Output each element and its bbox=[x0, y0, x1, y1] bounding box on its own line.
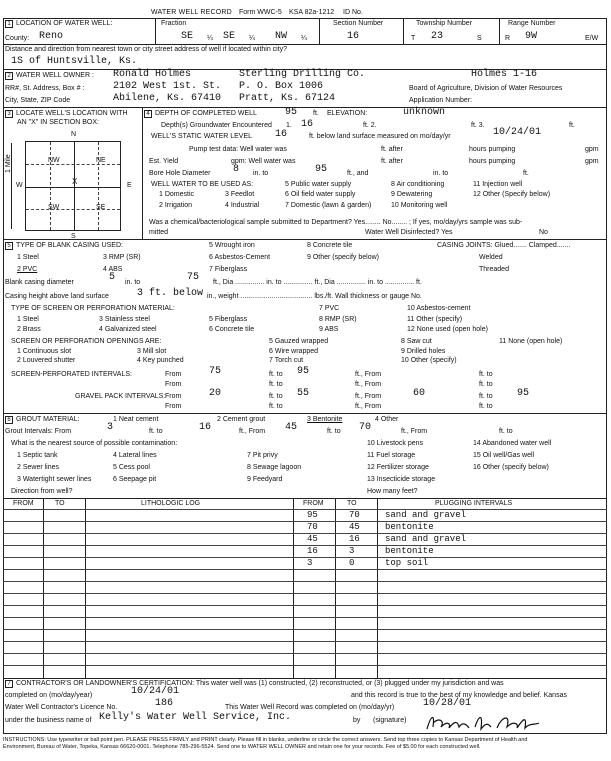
perf-to-label: ft. to bbox=[269, 371, 283, 378]
opening-5: 5 Gauzed wrapped bbox=[269, 338, 329, 345]
form-number: Form WWC-5 bbox=[239, 9, 282, 16]
diameter-to: 75 bbox=[187, 272, 200, 283]
cert-record-date: 10/28/01 bbox=[423, 698, 472, 709]
groundwater-1-n: 1. bbox=[286, 122, 292, 129]
perf-from-label: From bbox=[165, 371, 182, 378]
casing-7: 7 Fiberglass bbox=[209, 266, 248, 273]
joints-welded: Welded bbox=[479, 254, 503, 261]
perf-label: SCREEN-PERFORATED INTERVALS: bbox=[11, 371, 132, 378]
contam-2: 2 Sewer lines bbox=[17, 464, 60, 471]
screen-1: 1 Steel bbox=[17, 316, 39, 323]
grout-to3-label: ft. to bbox=[499, 428, 513, 435]
use-12: 12 Other (Specify below) bbox=[473, 191, 551, 198]
owner-address: 2102 West 1st. St. bbox=[113, 81, 222, 92]
bore-value: 8 bbox=[233, 164, 240, 175]
lith-header: LITHOLOGIC LOG bbox=[141, 500, 201, 507]
screen-3: 3 Stainless steel bbox=[99, 316, 150, 323]
cert-line-2b: and this record is true to the best of my knowledge and belief. Kansas bbox=[351, 692, 567, 699]
table-row: 95 bbox=[307, 510, 318, 520]
screen-4: 4 Galvanized steel bbox=[99, 326, 157, 333]
static-value: 16 bbox=[275, 129, 288, 140]
table-row: top soil bbox=[385, 558, 429, 568]
casing-3: 3 RMP (SR) bbox=[103, 254, 141, 261]
contam-8: 8 Sewage lagoon bbox=[247, 464, 302, 471]
table-row: 70 bbox=[307, 522, 318, 532]
contam-1: 1 Septic tank bbox=[17, 452, 58, 459]
chem-label-2: mitted bbox=[149, 229, 169, 236]
gravel-from: 20 bbox=[209, 388, 222, 399]
quarter-3: ¼ bbox=[301, 35, 307, 42]
yield-hours: hours pumping bbox=[469, 158, 516, 165]
range-label: Range Number bbox=[508, 20, 556, 27]
section-1-title bbox=[5, 20, 112, 28]
fraction-2: SE bbox=[223, 31, 236, 42]
contam-11: 11 Fuel storage bbox=[367, 452, 416, 459]
grout-2: 2 Cement grout bbox=[217, 416, 266, 423]
gravel-to-label-2: ft. to bbox=[269, 403, 283, 410]
gravel-from2: 60 bbox=[413, 388, 426, 399]
groundwater-ft1: ft. 2. bbox=[363, 122, 377, 129]
mile-label: 1 Mile bbox=[5, 154, 12, 173]
perf-to-label-2: ft. to bbox=[269, 381, 283, 388]
height-value: 3 ft. below bbox=[137, 288, 204, 299]
quarter-2: ¼ bbox=[249, 35, 255, 42]
use-5: 5 Public water supply bbox=[285, 181, 352, 188]
section-number: 1 bbox=[5, 20, 13, 28]
cert-business: Kelly's Water Well Service, Inc. bbox=[99, 712, 292, 723]
water-well-record-form bbox=[3, 3, 607, 758]
ksa-reference: KSA 82a-1212 bbox=[289, 9, 335, 16]
disinfected-label: Water Well Disinfected? Yes bbox=[365, 229, 453, 236]
opening-10: 10 Other (specify) bbox=[401, 357, 457, 364]
cert-line-3b: This Water Well Record was completed on (mo/day/yr) bbox=[225, 704, 395, 711]
section-5-title bbox=[5, 242, 123, 250]
section-7-title bbox=[5, 680, 504, 688]
perf-from-label-2: From bbox=[165, 381, 182, 388]
depth-completed-value: 95 bbox=[285, 107, 298, 118]
cert-business-label: under the business name of bbox=[5, 717, 92, 724]
table-row: bentonite bbox=[385, 522, 434, 532]
table-row: 3 bbox=[349, 546, 355, 556]
county-value: Reno bbox=[39, 31, 64, 42]
use-3: 3 Feedlot bbox=[225, 191, 255, 198]
use-4: 4 Industrial bbox=[225, 202, 260, 209]
gravel-from2-label-2: ft., From bbox=[355, 403, 382, 410]
instructions-line-1: INSTRUCTIONS: Use typewriter or ball point pen. PLEASE PRESS FIRMLY and PRINT clearly. Please fill in blanks, underline or circle the correct answers. Send top three copies to Kansas Department of Health and bbox=[3, 737, 528, 743]
contam-5: 5 Cess pool bbox=[113, 464, 150, 471]
yield-gpm: gpm: Well water was bbox=[231, 158, 296, 165]
screen-9: 9 ABS bbox=[319, 326, 339, 333]
grout-3: 3 Bentonite bbox=[307, 416, 343, 423]
bore-ft: ft. bbox=[523, 170, 529, 177]
county-label: County: bbox=[5, 35, 30, 42]
diameter-value: 5 bbox=[109, 272, 116, 283]
section-number: 2 bbox=[5, 72, 13, 80]
contam-3: 3 Watertight sewer lines bbox=[17, 476, 92, 483]
diameter-in: in. to bbox=[125, 279, 141, 286]
use-2: 2 Irrigation bbox=[159, 202, 193, 209]
casing-9: 9 Other (specify below) bbox=[307, 254, 379, 261]
plug-from-header: FROM bbox=[303, 500, 324, 507]
screen-10: 10 Asbestos-cement bbox=[407, 305, 471, 312]
range-r: R bbox=[505, 35, 511, 42]
joints-label: CASING JOINTS: Glued....... Clamped....... bbox=[437, 242, 571, 249]
gravel-to: 55 bbox=[297, 388, 310, 399]
township-value: 23 bbox=[431, 31, 444, 42]
casing-label: TYPE OF BLANK CASING USED: bbox=[16, 242, 123, 249]
grout-to-label: ft. to bbox=[149, 428, 163, 435]
table-row: 70 bbox=[349, 510, 360, 520]
yield-gpm2: gpm bbox=[585, 158, 599, 165]
table-row: bentonite bbox=[385, 546, 434, 556]
depth-ft: ft. bbox=[313, 110, 319, 117]
bore-to: 95 bbox=[315, 164, 328, 175]
height-label: Casing height above land surface bbox=[5, 293, 109, 300]
opening-11: 11 None (open hole) bbox=[499, 338, 563, 345]
section-number: 7 bbox=[5, 680, 13, 688]
owner-city: Abilene, Ks. 67410 bbox=[113, 93, 222, 104]
perf-from2-label: ft., From bbox=[355, 371, 382, 378]
disinfected-no: No bbox=[539, 229, 548, 236]
bore-in2: in. to bbox=[433, 170, 449, 177]
casing-1: 1 Steel bbox=[17, 254, 39, 261]
table-row: 3 bbox=[307, 558, 313, 568]
township-label: Township Number bbox=[416, 20, 473, 27]
use-11: 11 Injection well bbox=[473, 181, 523, 188]
lease-name: Holmes 1-16 bbox=[471, 69, 538, 80]
table-row: sand and gravel bbox=[385, 534, 467, 544]
cert-line-1: CONTRACTOR'S OR LANDOWNER'S CERTIFICATION: This water well was (1) constructed, (2) reconstructed, or (3) plugged under my jurisdiction and was bbox=[16, 680, 504, 687]
grout-to2-label: ft. to bbox=[327, 428, 341, 435]
perf-from: 75 bbox=[209, 366, 222, 377]
use-1: 1 Domestic bbox=[159, 191, 195, 198]
grout-from3-label: ft., From bbox=[401, 428, 428, 435]
depth-completed-label bbox=[144, 110, 257, 118]
address-label: RR#, St. Address, Box # : bbox=[5, 85, 85, 92]
section-number: 6 bbox=[5, 416, 13, 424]
id-label: ID No. bbox=[343, 9, 363, 16]
screen-label: TYPE OF SCREEN OR PERFORATION MATERIAL: bbox=[11, 305, 175, 312]
contam-9: 9 Feedyard bbox=[247, 476, 283, 483]
well-mark-x: X bbox=[72, 177, 78, 186]
contam-4: 4 Lateral lines bbox=[113, 452, 157, 459]
how-many-feet-label: How many feet? bbox=[367, 488, 418, 495]
gravel-to2-label-2: ft. to bbox=[479, 403, 493, 410]
city-label: City, State, ZIP Code bbox=[5, 97, 71, 104]
south-label: S bbox=[71, 233, 76, 240]
pump-after: ft. after bbox=[381, 146, 403, 153]
owner-name: Ronald Holmes bbox=[113, 69, 192, 80]
handwritten-signature bbox=[423, 711, 553, 733]
pump-hours: hours pumping bbox=[469, 146, 516, 153]
elevation-label: ELEVATION: bbox=[327, 110, 368, 117]
section-3-title bbox=[5, 110, 128, 118]
elevation-value: unknown bbox=[403, 107, 446, 118]
locate-sub: AN "X" IN SECTION BOX: bbox=[17, 119, 99, 126]
contam-15: 15 Oil well/Gas well bbox=[473, 452, 535, 459]
township-dir: S bbox=[477, 35, 482, 42]
static-mid: ft. below land surface measured on mo/day/yr bbox=[309, 133, 451, 140]
fraction-3: NW bbox=[275, 31, 288, 42]
owner-label: WATER WELL OWNER : bbox=[16, 72, 94, 79]
screen-8: 8 RMP (SR) bbox=[319, 316, 357, 323]
gravel-from2-label: ft., From bbox=[355, 393, 382, 400]
perf-to: 95 bbox=[297, 366, 310, 377]
contam-6: 6 Seepage pit bbox=[113, 476, 157, 483]
diameter-rest: ft., Dia ............... in. to ............... ft., Dia ............... in. to ............... ft. bbox=[213, 279, 422, 286]
grout-from2-label: ft., From bbox=[239, 428, 266, 435]
use-label: WELL WATER TO BE USED AS: bbox=[151, 181, 254, 188]
static-date: 10/24/01 bbox=[493, 127, 542, 138]
openings-label: SCREEN OR PERFORATION OPENINGS ARE: bbox=[11, 338, 162, 345]
groundwater-ft3: ft. bbox=[569, 122, 575, 129]
pump-label: Pump test data: Well water was bbox=[189, 146, 287, 153]
cert-licence-label: Water Well Contractor's Licence No. bbox=[5, 704, 118, 711]
direction-label: Direction from well? bbox=[11, 488, 73, 495]
grout-to: 16 bbox=[199, 422, 212, 433]
board-label: Board of Agriculture, Division of Water Resources bbox=[409, 85, 563, 92]
section-number: 3 bbox=[5, 110, 13, 118]
section-grid bbox=[25, 141, 121, 231]
table-row: 0 bbox=[349, 558, 355, 568]
grout-to2: 70 bbox=[359, 422, 372, 433]
groundwater-label: Depth(s) Groundwater Encountered bbox=[161, 122, 272, 129]
west-label: W bbox=[16, 182, 23, 189]
use-9: 9 Dewatering bbox=[391, 191, 433, 198]
screen-6: 6 Concrete tile bbox=[209, 326, 255, 333]
cert-completed-label: completed on (mo/day/year) bbox=[5, 692, 93, 699]
cert-completed: 10/24/01 bbox=[131, 686, 180, 697]
casing-8: 8 Concrete tile bbox=[307, 242, 353, 249]
mile-scale bbox=[11, 143, 12, 229]
screen-5: 5 Fiberglass bbox=[209, 316, 248, 323]
instructions-line-2: Environment, Bureau of Water, Topeka, Kansas 66620-0001. Telephone 785-296-5524. Send one to WATER WELL OWNER and retain one for your records. Fee of $5.00 for each constructed well. bbox=[3, 744, 481, 750]
bore-label: Bore Hole Diameter bbox=[149, 170, 211, 177]
form-header bbox=[3, 3, 607, 19]
pump-gpm: gpm bbox=[585, 146, 599, 153]
static-label: WELL'S STATIC WATER LEVEL bbox=[151, 133, 253, 140]
table-row: 45 bbox=[349, 522, 360, 532]
opening-6: 6 Wire wrapped bbox=[269, 348, 319, 355]
quarter-1: ¼ bbox=[207, 35, 213, 42]
gravel-label: GRAVEL PACK INTERVALS: bbox=[75, 393, 166, 400]
joints-threaded: Threaded bbox=[479, 266, 509, 273]
diameter-label: Blank casing diameter bbox=[5, 279, 74, 286]
driller-city: Pratt, Ks. 67124 bbox=[239, 93, 336, 104]
gravel-to2: 95 bbox=[517, 388, 530, 399]
screen-2: 2 Brass bbox=[17, 326, 41, 333]
perf-from2-label-2: ft., From bbox=[355, 381, 382, 388]
use-10: 10 Monitoring well bbox=[391, 202, 448, 209]
contam-7: 7 Pit privy bbox=[247, 452, 278, 459]
distance-label: Distance and direction from nearest town or city street address of well if located within city? bbox=[5, 46, 288, 53]
range-value: 9W bbox=[525, 31, 538, 42]
section-value: 16 bbox=[347, 31, 360, 42]
contam-14: 14 Abandoned water well bbox=[473, 440, 552, 447]
opening-8: 8 Saw cut bbox=[401, 338, 432, 345]
yield-after: ft. after bbox=[381, 158, 403, 165]
gravel-from-label-2: From bbox=[165, 403, 182, 410]
use-6: 6 Oil field water supply bbox=[285, 191, 356, 198]
contam-10: 10 Livestock pens bbox=[367, 440, 424, 447]
section-6-title bbox=[5, 416, 80, 424]
plugging-header: PLUGGING INTERVALS bbox=[435, 500, 513, 507]
location-label: LOCATION OF WATER WELL: bbox=[16, 20, 113, 27]
perf-to2-label: ft. to bbox=[479, 371, 493, 378]
township-t: T bbox=[411, 35, 416, 42]
driller-name: Sterling Drilling Co. bbox=[239, 69, 366, 80]
cert-licence: 186 bbox=[155, 698, 174, 709]
table-row: 45 bbox=[307, 534, 318, 544]
gravel-to-label: ft. to bbox=[269, 393, 283, 400]
ne-quadrant: NE bbox=[96, 157, 106, 164]
north-label: N bbox=[71, 131, 77, 138]
grout-from: 3 bbox=[107, 422, 114, 433]
form-title: WATER WELL RECORD bbox=[151, 9, 232, 16]
opening-7: 7 Torch cut bbox=[269, 357, 304, 364]
sw-quadrant: SW bbox=[48, 204, 60, 211]
casing-4: 4 ABS bbox=[103, 266, 123, 273]
opening-2: 2 Louvered shutter bbox=[17, 357, 76, 364]
chem-label: Was a chemical/bacteriological sample submitted to Department? Yes........ No........ ; If yes, mo/day/yrs sample was sub- bbox=[149, 219, 523, 226]
nw-quadrant: NW bbox=[48, 157, 60, 164]
fraction-1: SE bbox=[181, 31, 194, 42]
groundwater-ft2: ft. 3. bbox=[471, 122, 485, 129]
contam-label: What is the nearest source of possible contamination: bbox=[11, 440, 178, 447]
contam-13: 13 Insecticide storage bbox=[367, 476, 436, 483]
depth-label: DEPTH OF COMPLETED WELL bbox=[155, 110, 257, 117]
table-row: sand and gravel bbox=[385, 510, 467, 520]
grout-label: GROUT MATERIAL: bbox=[16, 416, 80, 423]
se-quadrant: SE bbox=[96, 204, 106, 211]
yield-label: Est. Yield bbox=[149, 158, 179, 165]
driller-box: P. O. Box 1006 bbox=[239, 81, 324, 92]
log-to-header: TO bbox=[55, 500, 65, 507]
use-8: 8 Air conditioning bbox=[391, 181, 445, 188]
log-from-header: FROM bbox=[13, 500, 34, 507]
perf-to2-label-2: ft. to bbox=[479, 381, 493, 388]
groundwater-1: 16 bbox=[301, 119, 314, 130]
grout-4: 4 Other bbox=[375, 416, 399, 423]
grout-1: 1 Neat cement bbox=[113, 416, 159, 423]
distance-value: 1S of Huntsville, Ks. bbox=[11, 56, 138, 67]
plug-to-header: TO bbox=[347, 500, 357, 507]
cert-by: by bbox=[353, 717, 361, 724]
casing-6: 6 Asbestos-Cement bbox=[209, 254, 271, 261]
screen-7: 7 PVC bbox=[319, 305, 340, 312]
section-2-title bbox=[5, 72, 94, 80]
locate-label: LOCATE WELL'S LOCATION WITH bbox=[16, 110, 128, 117]
gravel-from-label: From bbox=[165, 393, 182, 400]
opening-9: 9 Drilled holes bbox=[401, 348, 446, 355]
casing-5: 5 Wrought iron bbox=[209, 242, 255, 249]
opening-1: 1 Continuous slot bbox=[17, 348, 72, 355]
screen-11: 11 Other (specify) bbox=[407, 316, 463, 323]
signature-label: (signature) bbox=[373, 717, 407, 724]
application-label: Application Number: bbox=[409, 97, 473, 104]
table-row: 16 bbox=[307, 546, 318, 556]
contam-16: 16 Other (specify below) bbox=[473, 464, 549, 471]
section-number: 4 bbox=[144, 110, 152, 118]
grout-intervals-label: Grout Intervals: From bbox=[5, 428, 72, 435]
bore-and: ft., and bbox=[347, 170, 369, 177]
gravel-to2-label: ft. to bbox=[479, 393, 493, 400]
east-label: E bbox=[127, 182, 132, 189]
contam-12: 12 Fertilizer storage bbox=[367, 464, 429, 471]
opening-4: 4 Key punched bbox=[137, 357, 184, 364]
screen-12: 12 None used (open hole) bbox=[407, 326, 488, 333]
height-rest: in., weight ..................................... lbs./ft. Wall thickness or gauge No. bbox=[207, 293, 422, 300]
section-label: Section Number bbox=[333, 20, 384, 27]
grout-from2: 45 bbox=[285, 422, 298, 433]
range-dir: E/W bbox=[585, 35, 599, 42]
fraction-label: Fraction bbox=[161, 20, 187, 27]
use-7: 7 Domestic (lawn & garden) bbox=[285, 202, 372, 209]
casing-2: 2 PVC bbox=[17, 266, 38, 273]
instructions-footer bbox=[3, 737, 607, 751]
bore-in: in. to bbox=[253, 170, 269, 177]
section-number: 5 bbox=[5, 242, 13, 250]
opening-3: 3 Mill slot bbox=[137, 348, 167, 355]
table-row: 16 bbox=[349, 534, 360, 544]
